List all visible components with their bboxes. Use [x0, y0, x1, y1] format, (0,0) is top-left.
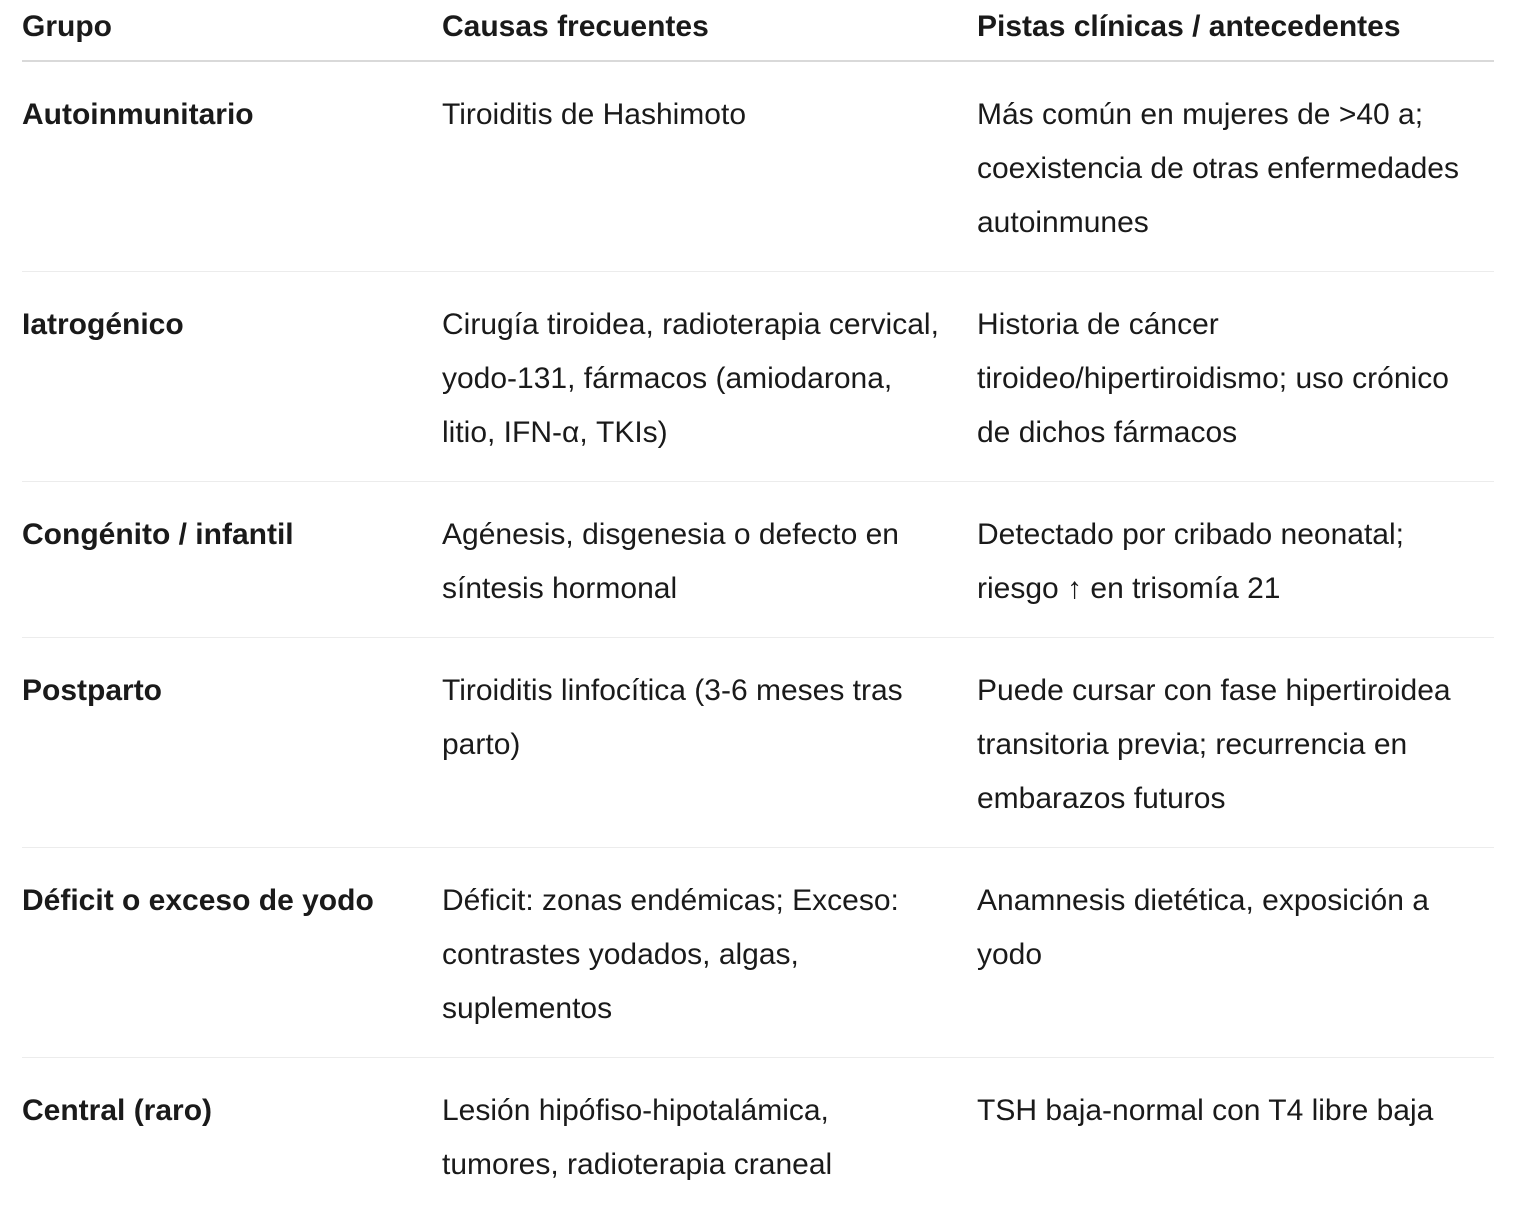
- table-row: [22, 848, 1494, 1058]
- cell-group: Autoinmunitario: [22, 98, 254, 131]
- cell-clues: Anamnesis dietética, exposición a yodo: [977, 884, 1429, 971]
- cell-group: Postparto: [22, 674, 163, 707]
- cell-group: Central (raro): [22, 1094, 213, 1127]
- cell-group: Iatrogénico: [22, 308, 184, 341]
- table-row: [22, 62, 1494, 272]
- header-clues: Pistas clínicas / antecedentes: [977, 10, 1401, 43]
- header-causes: Causas frecuentes: [442, 10, 709, 43]
- cell-causes: Déficit: zonas endémicas; Exceso: contrastes yodados, algas, suplementos: [442, 884, 899, 1025]
- cell-causes: Tiroiditis de Hashimoto: [442, 98, 746, 131]
- cell-clues: Historia de cáncer tiroideo/hipertiroidismo; uso crónico de dichos fármacos: [977, 308, 1449, 449]
- cell-causes: Tiroiditis linfocítica (3-6 meses tras parto): [442, 674, 903, 761]
- table-row: [22, 272, 1494, 482]
- cell-clues: TSH baja-normal con T4 libre baja: [977, 1094, 1434, 1127]
- table-row: [22, 638, 1494, 848]
- table-header-row: [22, 0, 1494, 62]
- cell-causes: Agénesis, disgenesia o defecto en síntesis hormonal: [442, 518, 899, 605]
- cell-causes: Cirugía tiroidea, radioterapia cervical, yodo-131, fármacos (amiodarona, litio, IFN-α, TKIs): [442, 308, 939, 449]
- cell-clues: Puede cursar con fase hipertiroidea transitoria previa; recurrencia en embarazos futuros: [977, 674, 1451, 815]
- cell-causes: Lesión hipófiso-hipotalámica, tumores, radioterapia craneal: [442, 1094, 833, 1181]
- table-row: [22, 482, 1494, 638]
- cell-group: Congénito / infantil: [22, 518, 294, 551]
- cell-group: Déficit o exceso de yodo: [22, 884, 374, 917]
- table-row: [22, 1058, 1494, 1208]
- header-group: Grupo: [22, 10, 112, 43]
- hypothyroidism-causes-table: [22, 0, 1494, 1208]
- cell-clues: Más común en mujeres de >40 a; coexistencia de otras enfermedades autoinmunes: [977, 98, 1459, 239]
- cell-clues: Detectado por cribado neonatal; riesgo ↑ en trisomía 21: [977, 518, 1404, 605]
